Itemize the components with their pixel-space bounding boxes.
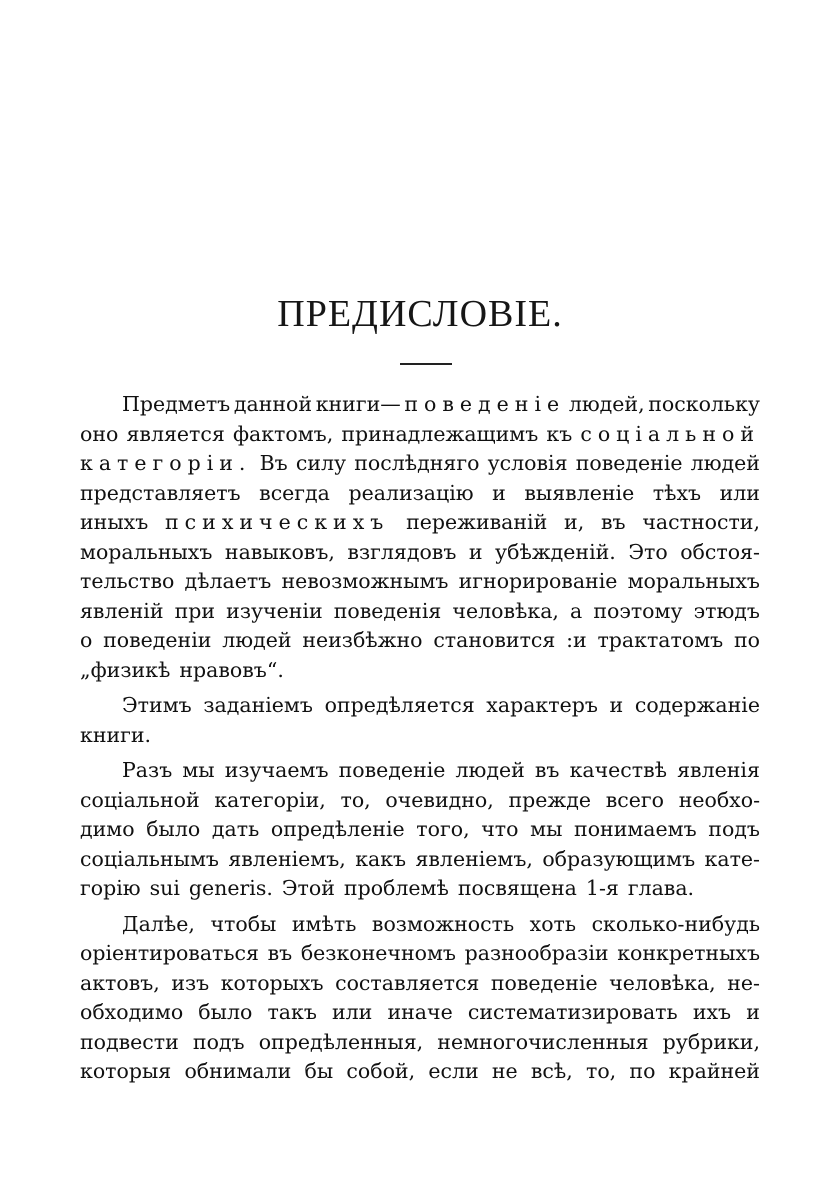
word: изученiи — [226, 598, 323, 623]
word: явленiя — [677, 758, 760, 782]
word: чтобы — [210, 911, 277, 936]
word: прежде — [508, 787, 592, 812]
word: соцiальной — [80, 787, 200, 812]
word: выявленiе — [524, 480, 635, 505]
word: то, — [586, 1059, 617, 1083]
word: ихъ — [692, 1000, 732, 1024]
text-line — [80, 420, 760, 450]
word: къ — [546, 421, 573, 446]
text-line — [80, 656, 760, 686]
text-line — [80, 998, 760, 1028]
word: обстоя- — [680, 539, 760, 564]
word: горiю — [80, 876, 141, 900]
word: и — [609, 693, 624, 717]
word: мы — [182, 758, 215, 782]
word: взглядовъ — [347, 539, 457, 564]
text-line — [80, 969, 760, 999]
word: о — [80, 628, 93, 652]
text-line — [80, 845, 760, 875]
word: тельство — [80, 569, 175, 593]
word: подъ — [192, 1029, 245, 1054]
word: становится — [433, 628, 556, 652]
word: актовъ, — [80, 970, 160, 995]
word: всего — [605, 787, 664, 812]
word: категорiи. — [80, 451, 252, 475]
text-line — [80, 910, 760, 940]
word: всегда — [259, 480, 330, 505]
word: то, — [340, 787, 371, 812]
word: всѣ, — [530, 1059, 573, 1083]
word: Разъ — [122, 758, 173, 782]
text-line — [80, 538, 760, 568]
word: игнорированiе — [458, 569, 618, 593]
word: человѣка, — [609, 970, 716, 995]
word: разнообразiи — [464, 941, 609, 965]
word: людей — [455, 758, 525, 782]
word: людей, — [568, 392, 645, 416]
word: навыковъ, — [224, 539, 335, 564]
word: или — [332, 1000, 373, 1024]
word: Въ — [259, 451, 288, 475]
word: подвести — [80, 1029, 179, 1054]
word: систематизировать — [467, 1000, 678, 1024]
word: условiя — [487, 451, 568, 475]
word: которыя — [80, 1059, 172, 1083]
word: частности, — [642, 510, 760, 534]
word: поведенiя — [333, 598, 442, 623]
word: переживанiй — [406, 510, 548, 534]
text-line — [80, 626, 760, 656]
word: при — [174, 598, 216, 623]
word: поэтому — [593, 598, 683, 623]
word: или — [719, 480, 760, 505]
word: сколько-нибудь — [591, 911, 760, 936]
word: какъ — [355, 846, 407, 871]
word: по — [733, 628, 760, 652]
word: проблемѣ — [343, 876, 449, 900]
word: generis. — [188, 876, 273, 900]
word: иначе — [387, 1000, 453, 1024]
text-line — [80, 508, 760, 538]
word: возможность — [371, 911, 515, 936]
word: изучаемъ — [224, 758, 329, 782]
word: Это — [628, 539, 668, 564]
word: реализацiю — [348, 480, 474, 505]
word: крайней — [668, 1059, 760, 1083]
word: немногочисленныя — [437, 1029, 649, 1054]
word: въ — [601, 510, 626, 534]
word: того, — [416, 817, 470, 841]
word: хоть — [529, 911, 577, 936]
word: заданiемъ — [203, 693, 313, 717]
word: иныхъ — [80, 510, 149, 534]
word: необхо- — [678, 787, 760, 812]
word: поскольку — [648, 392, 760, 416]
word: орiентироваться — [80, 941, 259, 965]
word: поведенiе — [404, 392, 566, 416]
word: соцiальной — [580, 421, 760, 446]
word: имѣть — [291, 911, 357, 936]
word: не- — [727, 970, 760, 995]
word: если — [428, 1059, 479, 1083]
word: и — [492, 480, 506, 505]
word: оно — [80, 421, 119, 446]
word: людей — [222, 628, 292, 652]
word: этюдъ — [693, 598, 760, 623]
text-line — [80, 815, 760, 845]
word: а — [570, 598, 583, 623]
word: sui — [149, 876, 180, 900]
word: собой, — [346, 1059, 416, 1083]
word: людей — [690, 451, 760, 475]
text-line — [80, 721, 760, 751]
word: человѣка, — [452, 598, 559, 623]
word: рубрики, — [662, 1029, 760, 1054]
word: опредѣленiе — [270, 817, 405, 841]
word: по — [629, 1059, 656, 1083]
text-line — [80, 691, 760, 721]
word: Этой — [281, 876, 335, 900]
word: моральныхъ — [80, 539, 213, 564]
word: принадлежащимъ — [341, 421, 539, 446]
word: дать — [211, 817, 260, 841]
word: безконечномъ — [300, 941, 456, 965]
word: изъ — [171, 970, 210, 995]
word: что — [481, 817, 519, 841]
word: явленiемъ, — [415, 846, 533, 871]
word: образующимъ — [542, 846, 696, 871]
text-line — [80, 756, 760, 786]
word: книги— — [315, 392, 401, 416]
word: трактатомъ — [597, 628, 724, 652]
word: обнимали — [184, 1059, 292, 1083]
word: очевидно, — [385, 787, 494, 812]
word: въ — [534, 758, 560, 782]
word: подъ — [708, 817, 760, 841]
word: и — [746, 1000, 760, 1024]
word: явленiй — [80, 598, 164, 623]
word: Предметъ — [122, 392, 231, 416]
word: поведенiе — [575, 451, 683, 475]
word: послѣдняго — [354, 451, 480, 475]
text-line — [80, 390, 760, 420]
word: не — [491, 1059, 518, 1083]
word: понимаемъ — [574, 817, 697, 841]
word: явленiемъ, — [228, 846, 346, 871]
word: тѣхъ — [652, 480, 702, 505]
word: составляется — [335, 970, 480, 995]
word: представляетъ — [80, 480, 241, 505]
word: поведенiи — [103, 628, 212, 652]
word: въ — [267, 941, 293, 965]
word: соцiальнымъ — [80, 846, 219, 871]
word: данной — [233, 392, 313, 416]
text-line — [80, 939, 760, 969]
word: нравовъ“. — [179, 657, 284, 682]
word: содержанiе — [634, 693, 760, 717]
word: психическихъ — [165, 510, 390, 534]
word: книги. — [80, 722, 152, 747]
word: категорiи, — [214, 787, 326, 812]
word: убѣжденiй. — [495, 539, 616, 564]
word: поведенiе — [338, 758, 446, 782]
word: качествѣ — [569, 758, 668, 782]
text-line — [80, 597, 760, 627]
word: :и — [566, 628, 587, 652]
word: характеръ — [486, 693, 598, 717]
text-line — [80, 479, 760, 509]
word: опредѣляется — [324, 693, 475, 717]
text-line — [80, 567, 760, 597]
title-divider — [400, 363, 452, 365]
word: обходимо — [80, 1000, 184, 1024]
word: было — [146, 817, 201, 841]
text-line — [80, 874, 760, 904]
word: Этимъ — [122, 693, 192, 717]
page-title: ПРЕДИСЛОВIЕ. — [277, 293, 563, 335]
word: „физикѣ — [80, 657, 171, 682]
preface-text — [80, 390, 760, 1087]
word: является — [126, 421, 225, 446]
word: конкретныхъ — [617, 941, 760, 965]
word: посвящена — [457, 876, 577, 900]
text-line — [80, 1028, 760, 1058]
word: было — [198, 1000, 253, 1024]
word: невозможнымъ — [281, 569, 449, 593]
word: которыхъ — [220, 970, 324, 995]
word: Далѣе, — [122, 911, 195, 936]
word: такъ — [267, 1000, 317, 1024]
word: и, — [564, 510, 585, 534]
word: дѣлаетъ — [184, 569, 272, 593]
word: кате- — [704, 846, 760, 871]
word: поведенiе — [490, 970, 598, 995]
word: и — [468, 539, 483, 564]
text-line — [80, 1057, 760, 1087]
word: опредѣленныя, — [258, 1029, 424, 1054]
text-line — [80, 786, 760, 816]
word: силу — [295, 451, 347, 475]
word: мы — [530, 817, 563, 841]
word: димо — [80, 817, 135, 841]
word: 1-я — [585, 876, 619, 900]
word: моральныхъ — [627, 569, 760, 593]
word: бы — [304, 1059, 334, 1083]
text-line — [80, 449, 760, 479]
word: фактомъ, — [232, 421, 334, 446]
word: неизбѣжно — [302, 628, 423, 652]
word: глава. — [627, 876, 695, 900]
